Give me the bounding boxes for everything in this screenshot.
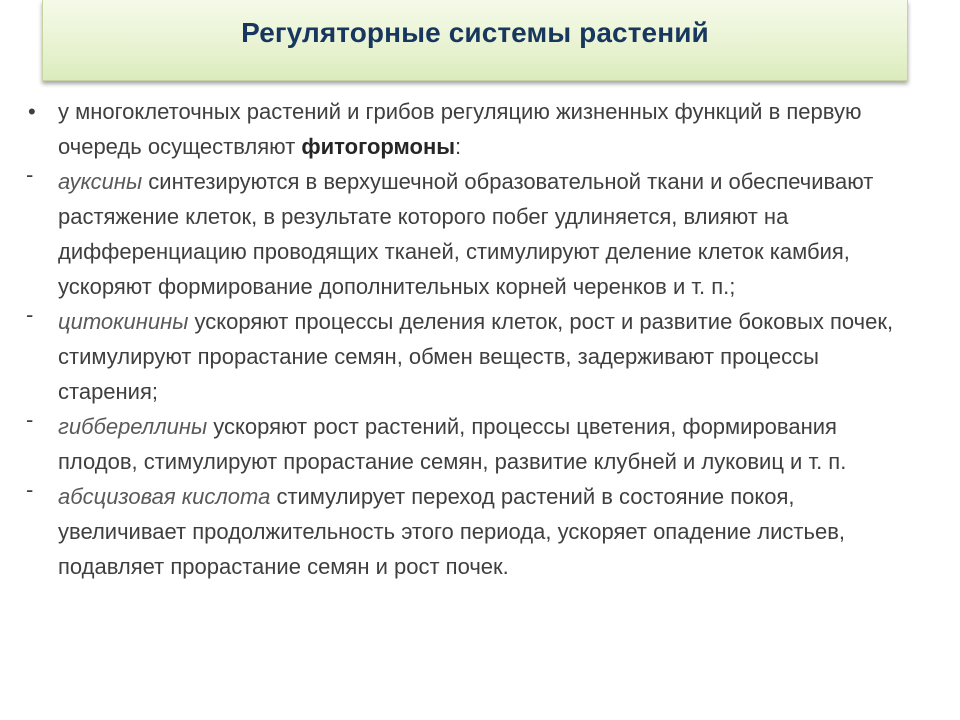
description-auxins: синтезируются в верхушечной образовательной ткани и обеспечивают растяжение клеток, в результате которого побег удлиняется, влияют на дифференциацию проводящих тканей, стимулируют деление клеток камбия, ускоряют формирование дополнительных корней черенков и т. п.; — [58, 169, 874, 299]
term-gibberellins: гиббереллины — [58, 414, 208, 439]
term-auxins: ауксины — [58, 169, 143, 194]
list-item-gibberellins — [22, 409, 922, 479]
description-abscisic-acid: стимулирует переход растений в состояние покоя, увеличивает продолжительность этого периода, ускоряет опадение листьев, подавляет прорастание семян и рост почек. — [58, 484, 846, 579]
list-item-cytokinins — [22, 304, 922, 409]
title-box — [42, 0, 908, 81]
intro-text-before: у многоклеточных растений и грибов регуляцию жизненных функций в первую очередь осуществляют — [58, 99, 862, 159]
term-abscisic-acid: абсцизовая кислота — [58, 484, 271, 509]
list-item-text — [58, 479, 922, 584]
dash-icon: - — [26, 302, 34, 327]
bullet-icon: • — [28, 99, 36, 124]
intro-text-after: : — [455, 134, 462, 159]
list-item-text — [58, 409, 922, 479]
dash-icon: - — [26, 162, 34, 187]
content-list — [22, 94, 922, 584]
list-item-abscisic-acid — [22, 479, 922, 584]
intro-text — [58, 94, 922, 164]
list-item-text — [58, 164, 922, 304]
description-cytokinins: ускоряют процессы деления клеток, рост и развитие боковых почек, стимулируют прорастание семян, обмен веществ, задерживают процессы старения; — [58, 309, 894, 404]
intro-item — [22, 94, 922, 164]
dash-icon: - — [26, 477, 34, 502]
list-item-auxins — [22, 164, 922, 304]
slide-title: Регуляторные системы растений — [241, 17, 709, 48]
dash-icon: - — [26, 407, 34, 432]
list-item-text — [58, 304, 922, 409]
term-cytokinins: цитокинины — [58, 309, 189, 334]
description-gibberellins: ускоряют рост растений, процессы цветения, формирования плодов, стимулируют прорастание семян, развитие клубней и луковиц и т. п. — [58, 414, 847, 474]
intro-highlight: фитогормоны — [301, 134, 456, 159]
